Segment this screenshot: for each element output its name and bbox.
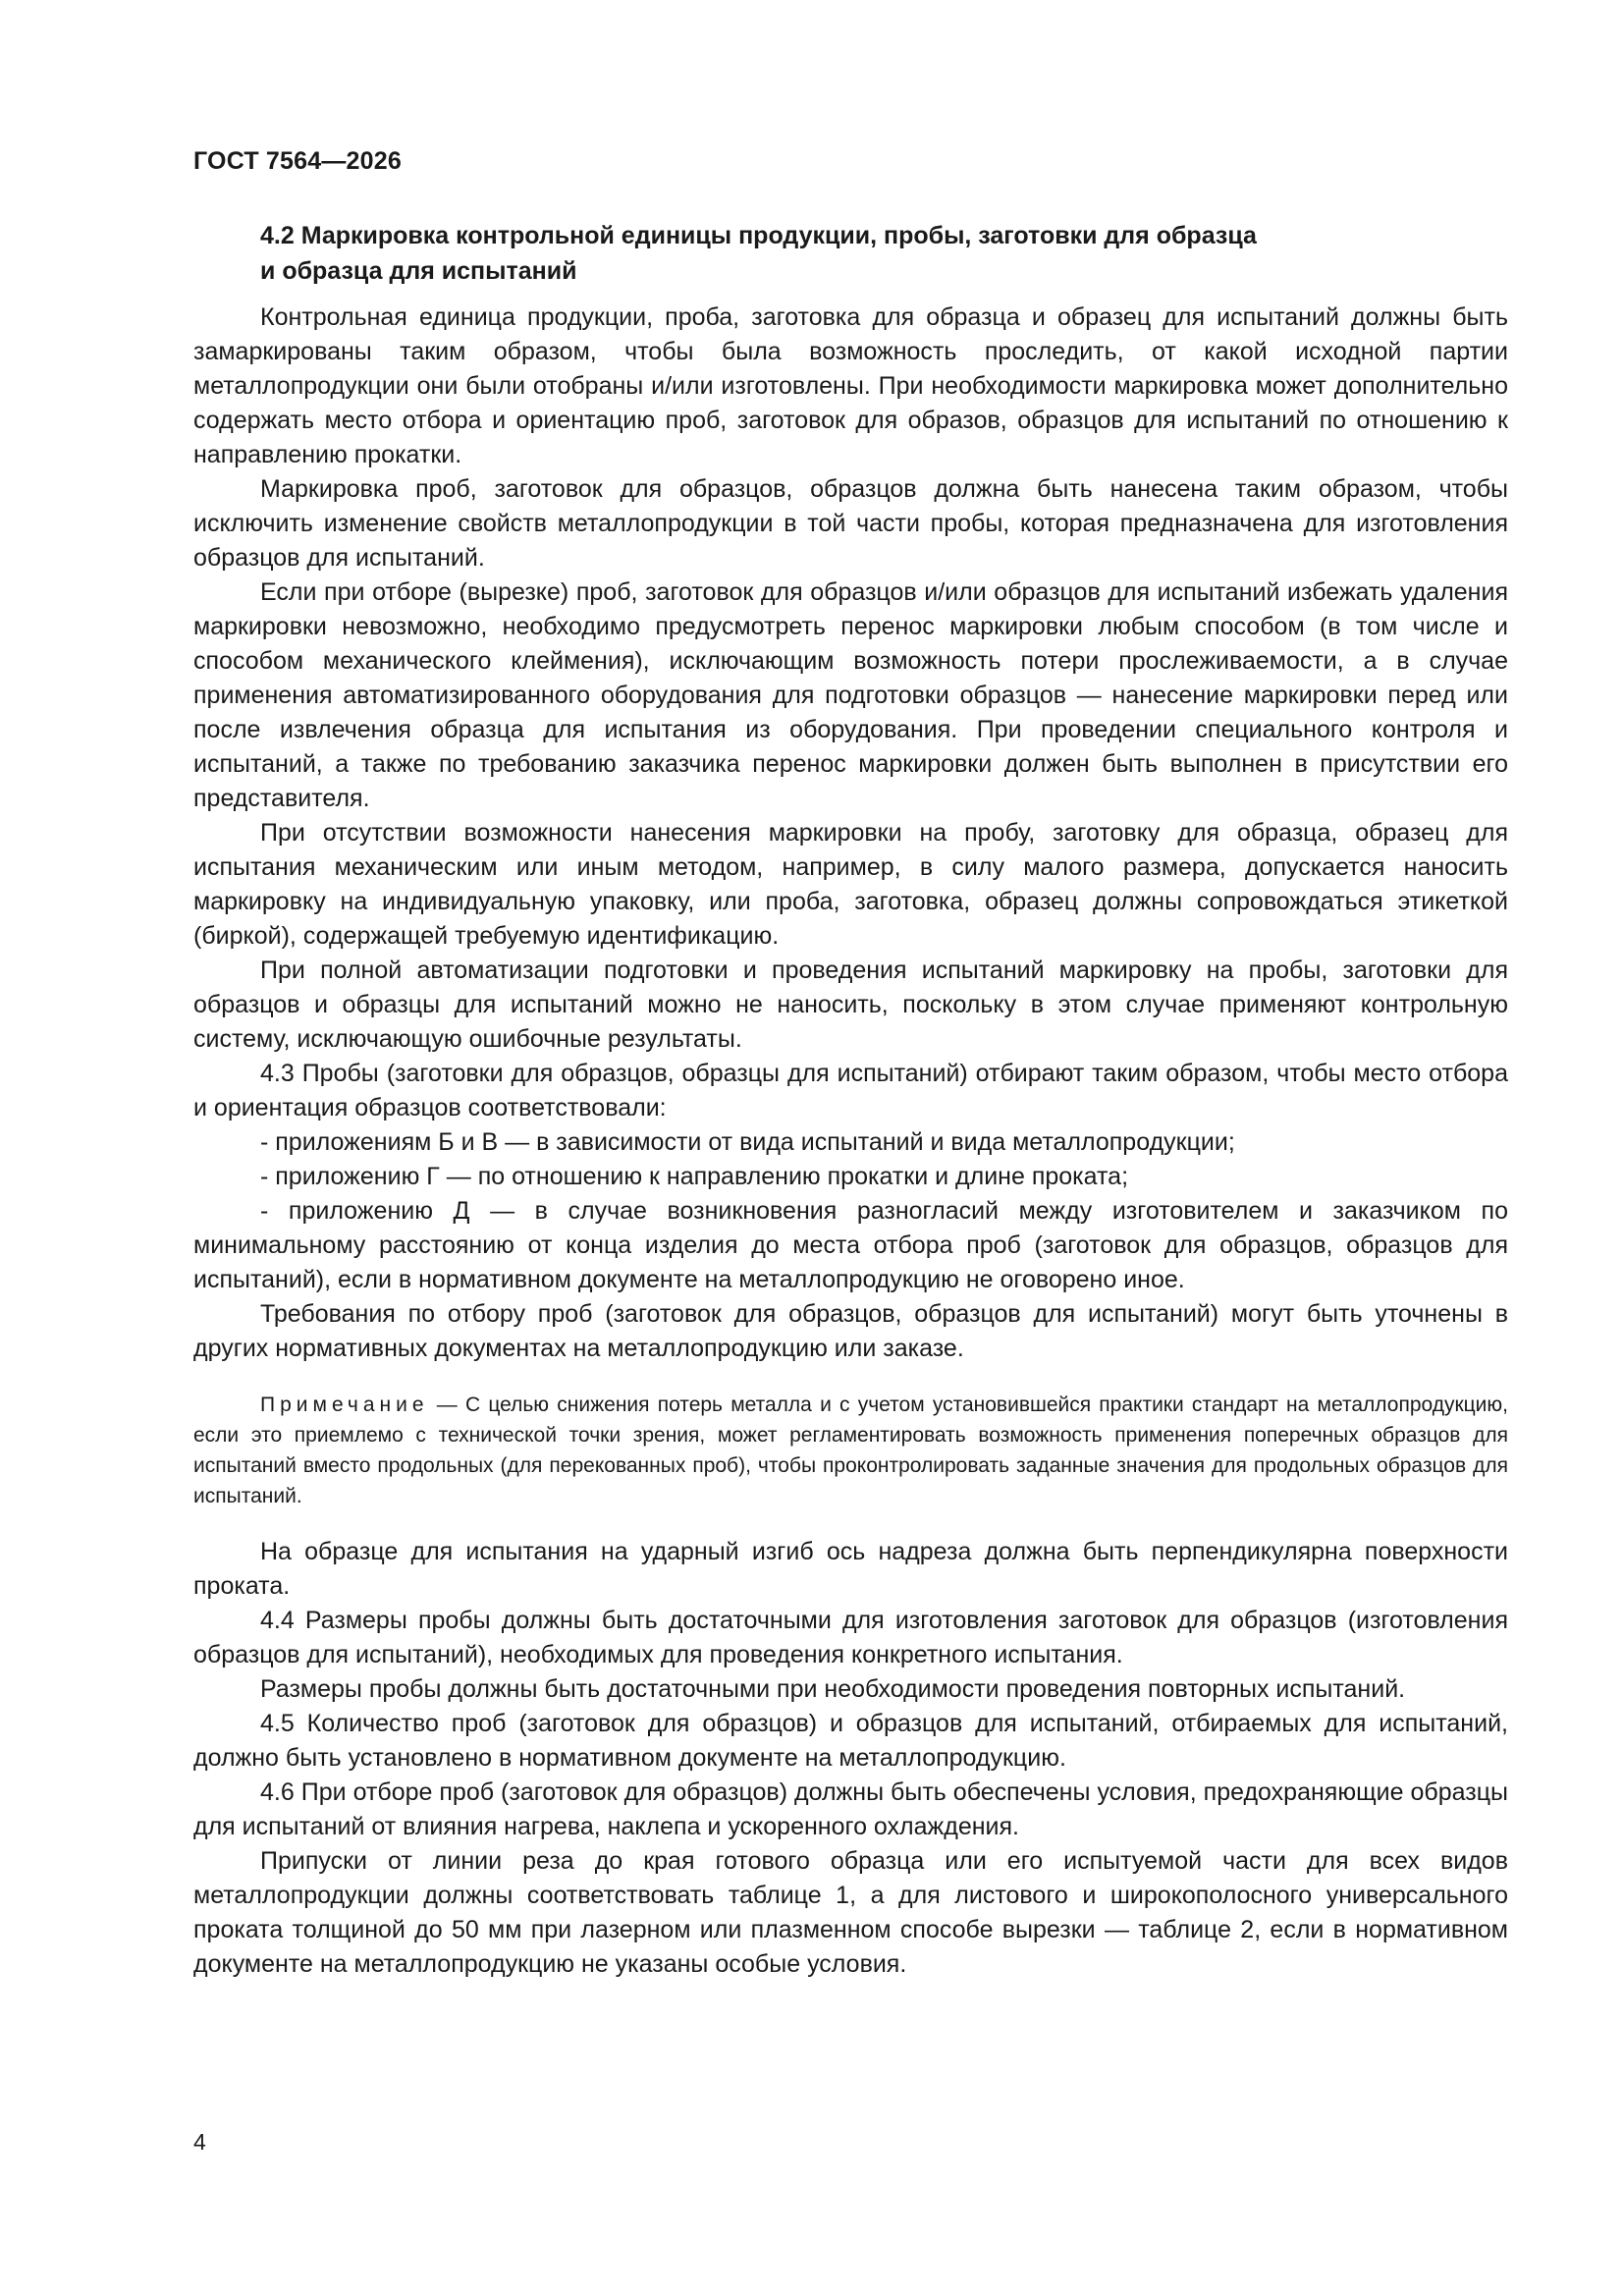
list-item: - приложению Г — по отношению к направлению прокатки и длине проката; [260, 1163, 1129, 1190]
section-4-2-title-line1: 4.2 Маркировка контрольной единицы продукции, пробы, заготовки для образца [260, 222, 1257, 249]
page-number: 4 [193, 2129, 206, 2155]
paragraph: Требования по отбору проб (заготовок для образцов, образцов для испытаний) могут быть уточнены в других нормативных документах на металлопродукцию или заказе. [193, 1300, 1508, 1362]
paragraph: На образце для испытания на ударный изгиб ось надреза должна быть перпендикулярна поверхности проката. [193, 1538, 1508, 1600]
paragraph: Если при отборе (вырезке) проб, заготовок для образцов и/или образцов для испытаний избежать удаления маркировки невозможно, необходимо предусмотреть перенос маркировки любым способом (в том числе и способом механического клеймения), исключающим возможность потери прослеживаемости, а в случае применения автоматизированного оборудования для подготовки образцов — нанесение маркировки перед или после извлечения образца для испытания из оборудования. При проведении специального контроля и испытаний, а также по требованию заказчика перенос маркировки должен быть выполнен в присутствии его представителя. [193, 578, 1508, 812]
paragraph: Припуски от линии реза до края готового образца или его испытуемой части для всех видов металлопродукции должны соответствовать таблице 1, а для листового и широкополосного универсального проката толщиной до 50 мм при лазерном или плазменном способе вырезки — таблице 2, если в нормативном документе на металлопродукцию не указаны особые условия. [193, 1847, 1508, 1978]
paragraph: При отсутствии возможности нанесения маркировки на пробу, заготовку для образца, образец для испытания механическим или иным методом, например, в силу малого размера, допускается наносить маркировку на индивидуальную упаковку, или проба, заготовка, образец должны сопровождаться этикеткой (биркой), содержащей требуемую идентификацию. [193, 819, 1508, 950]
paragraph: Размеры пробы должны быть достаточными при необходимости проведения повторных испытаний. [260, 1675, 1406, 1703]
note-text: — С целью снижения потерь металла и с учетом установившейся практики стандарт на металлопродукцию, если это приемлемо с технической точки зрения, может регламентировать возможность применения поперечных образцов для испытаний вместо продольных (для перекованных проб), чтобы проконтролировать заданные значения для продольных образцов для испытаний. [193, 1394, 1508, 1507]
paragraph: При полной автоматизации подготовки и проведения испытаний маркировку на пробы, заготовки для образцов и образцы для испытаний можно не наносить, поскольку в этом случае применяют контрольную систему, исключающую ошибочные результаты. [193, 957, 1508, 1053]
section-4-4-paragraph: 4.4 Размеры пробы должны быть достаточными для изготовления заготовок для образцов (изготовления образцов для испытаний), необходимых для проведения конкретного испытания. [193, 1607, 1508, 1668]
paragraph: Маркировка проб, заготовок для образцов, образцов должна быть нанесена таким образом, чтобы исключить изменение свойств металлопродукции в той части пробы, которая предназначена для изготовления образцов для испытаний. [193, 475, 1508, 572]
document-body [193, 218, 1508, 1982]
list-item: - приложениям Б и В — в зависимости от вида испытаний и вида металлопродукции; [260, 1128, 1235, 1156]
note-label: Примечание [260, 1394, 429, 1416]
paragraph: Контрольная единица продукции, проба, заготовка для образца и образец для испытаний должны быть замаркированы таким образом, чтобы была возможность проследить, от какой исходной партии металлопродукции они были отобраны и/или изготовлены. При необходимости маркировка может дополнительно содержать место отбора и ориентацию проб, заготовок для образов, образцов для испытаний по отношению к направлению прокатки. [193, 303, 1508, 468]
section-4-5-paragraph: 4.5 Количество проб (заготовок для образцов) и образцов для испытаний, отбираемых для испытаний, должно быть установлено в нормативном документе на металлопродукцию. [193, 1710, 1508, 1772]
section-4-6-paragraph: 4.6 При отборе проб (заготовок для образцов) должны быть обеспечены условия, предохраняющие образцы для испытаний от влияния нагрева, наклепа и ускоренного охлаждения. [193, 1778, 1508, 1840]
section-4-2-title [193, 218, 1508, 289]
section-4-3-intro: 4.3 Пробы (заготовки для образцов, образцы для испытаний) отбирают таким образом, чтобы место отбора и ориентация образцов соответствовали: [193, 1060, 1508, 1121]
note [193, 1390, 1508, 1511]
section-4-2-title-line2: и образца для испытаний [260, 257, 577, 285]
list-item: - приложению Д — в случае возникновения разногласий между изготовителем и заказчиком по минимальному расстоянию от конца изделия до места отбора проб (заготовок для образцов, образцов для испытаний), если в нормативном документе на металлопродукцию не оговорено иное. [193, 1197, 1508, 1293]
document-id-header: ГОСТ 7564—2026 [193, 147, 402, 175]
